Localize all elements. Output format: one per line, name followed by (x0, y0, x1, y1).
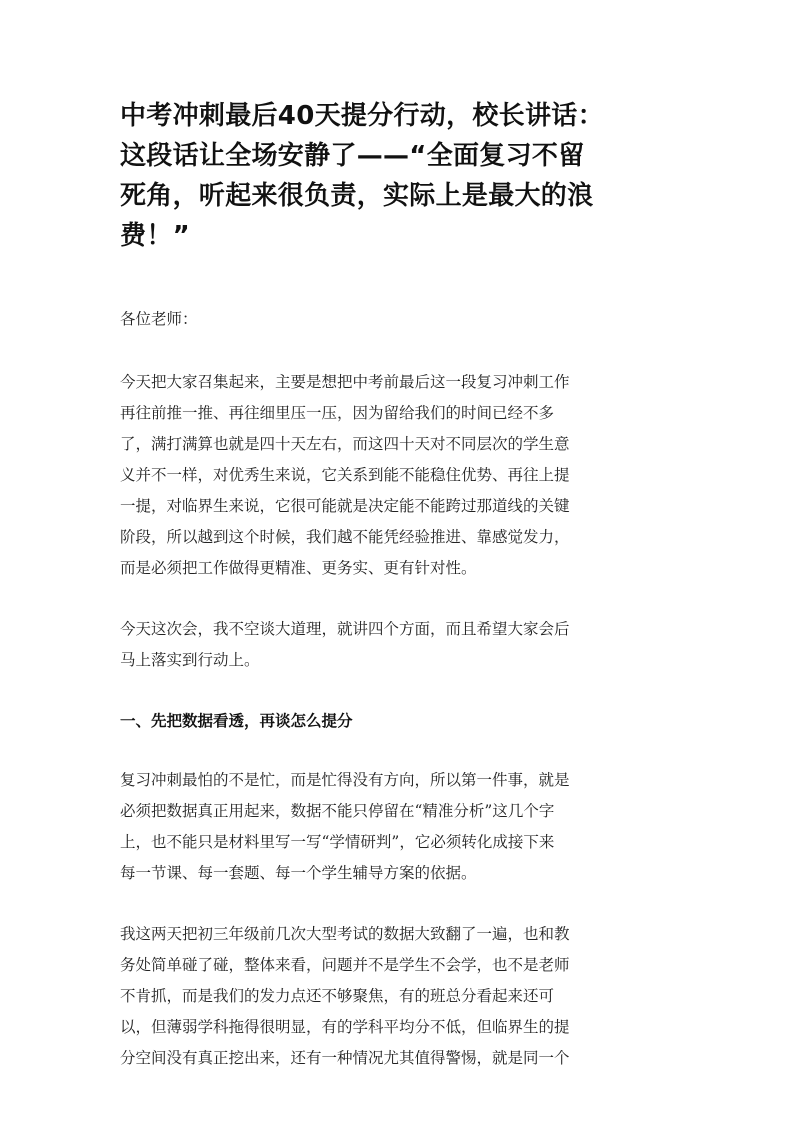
text-line: 以，但薄弱学科拖得很明显，有的学科平均分不低，但临界生的提 (120, 1018, 570, 1036)
text-line: 一提，对临界生来说，它很可能就是决定能不能跨过那道线的关键 (120, 497, 570, 515)
paragraph-overview (120, 614, 665, 676)
text-line: 了，满打满算也就是四十天左右，而这四十天对不同层次的学生意 (120, 435, 570, 453)
title-line: 死角，听起来很负责，实际上是最大的浪 (120, 181, 594, 211)
text-line: 义并不一样，对优秀生来说，它关系到能不能稳住优势、再往上提 (120, 466, 570, 484)
text-line: 分空间没有真正挖出来，还有一种情况尤其值得警惕，就是同一个 (120, 1049, 570, 1067)
text-line: 马上落实到行动上。 (120, 651, 260, 669)
text-line: 上，也不能只是材料里写一写“学情研判”，它必须转化成接下来 (120, 833, 555, 851)
paragraph-exam-analysis (120, 919, 665, 1074)
title-line: 这段话让全场安静了——“全面复习不留 (120, 141, 585, 171)
paragraph-intro (120, 367, 665, 584)
title-line: 中考冲刺最后40天提分行动，校长讲话： (120, 101, 604, 131)
text-line: 必须把数据真正用起来，数据不能只停留在“精准分析”这几个字 (120, 802, 555, 820)
text-line: 每一节课、每一套题、每一个学生辅导方案的依据。 (120, 864, 477, 882)
paragraph-data-usage (120, 765, 665, 889)
greeting: 各位老师： (120, 310, 198, 328)
text-line: 不肯抓，而是我们的发力点还不够聚焦，有的班总分看起来还可 (120, 987, 555, 1005)
section-heading: 一、先把数据看透，再谈怎么提分 (120, 712, 353, 730)
text-line: 复习冲刺最怕的不是忙，而是忙得没有方向，所以第一件事，就是 (120, 771, 570, 789)
document-page (120, 96, 665, 1074)
text-line: 今天把大家召集起来，主要是想把中考前最后这一段复习冲刺工作 (120, 373, 570, 391)
text-line: 今天这次会，我不空谈大道理，就讲四个方面，而且希望大家会后 (120, 620, 570, 638)
text-line: 我这两天把初三年级前几次大型考试的数据大致翻了一遍，也和教 (120, 925, 570, 943)
text-line: 阶段，所以越到这个时候，我们越不能凭经验推进、靠感觉发力， (120, 528, 570, 546)
title-line: 费！” (120, 221, 190, 251)
text-line: 再往前推一推、再往细里压一压，因为留给我们的时间已经不多 (120, 404, 555, 422)
article-title (120, 96, 665, 256)
text-line: 务处简单碰了碰，整体来看，问题并不是学生不会学，也不是老师 (120, 956, 570, 974)
text-line: 而是必须把工作做得更精准、更务实、更有针对性。 (120, 559, 477, 577)
